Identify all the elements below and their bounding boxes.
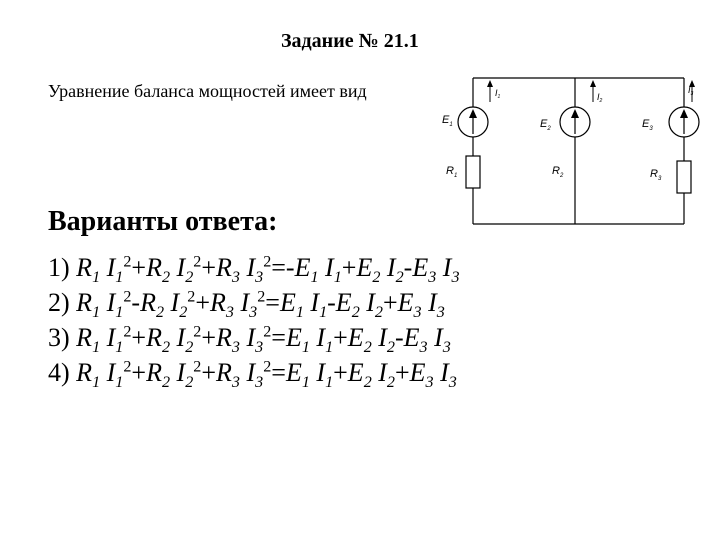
label-e1: E [442, 114, 450, 126]
label-r3: R [650, 168, 658, 180]
svg-text:E1: $E_1$ [442, 114, 453, 128]
answers-header: Варианты ответа: [48, 206, 278, 237]
option-number: 4) [48, 358, 77, 387]
current-arrow-i2 [590, 80, 596, 87]
source-e3 [669, 107, 699, 137]
svg-text:R3: $R_3$ [650, 168, 662, 182]
option-number: 1) [48, 253, 77, 282]
label-r1: R [446, 165, 454, 177]
answer-option-4[interactable] [48, 355, 460, 390]
svg-text:I3: $I_3$ [688, 85, 694, 97]
option-formula: $R_1$ $I_1^2+R_2$ $I_2^2+R_3$ $I_3^2=-E_1$ $I_1+E_2$ $I_2-E_3$ $I_3$ [76, 253, 460, 287]
label-i1: I [495, 88, 498, 98]
current-arrow-i1 [487, 80, 493, 87]
option-number: 2) [48, 288, 77, 317]
label-i2: I [597, 92, 600, 102]
circuit-diagram [430, 70, 710, 230]
intro-text: Уравнение баланса мощностей имеет вид [48, 81, 367, 101]
task-title: Задание № 21.1 [281, 30, 419, 52]
answer-option-3[interactable] [48, 320, 460, 355]
answer-option-1[interactable] [48, 250, 460, 285]
option-formula: $R_1$ $I_1^2-R_2$ $I_2^2+R_3$ $I_3^2=E_1$ $I_1-E_2$ $I_2+E_3$ $I_3$ [76, 288, 445, 322]
svg-text:I1: $I_1$ [495, 88, 501, 100]
label-i3: I [688, 85, 691, 95]
svg-text:I2: $I_2$ [597, 92, 603, 104]
svg-text:R2: $R_2$ [552, 165, 564, 179]
source-e1 [458, 107, 488, 137]
answer-options [48, 250, 460, 390]
option-formula: $R_1$ $I_1^2+R_2$ $I_2^2+R_3$ $I_3^2=E_1$ $I_1+E_2$ $I_2+E_3$ $I_3$ [76, 358, 457, 392]
label-e3: E [642, 118, 650, 130]
resistor-r1 [466, 156, 480, 188]
svg-text:R1: $R_1$ [446, 165, 458, 179]
source-e2 [560, 107, 590, 137]
resistor-r3 [677, 161, 691, 193]
label-e2: E [540, 118, 548, 130]
option-number: 3) [48, 323, 77, 352]
answer-option-2[interactable] [48, 285, 460, 320]
svg-text:E3: $E_3$ [642, 118, 653, 132]
svg-text:E2: $E_2$ [540, 118, 551, 132]
option-formula: $R_1$ $I_1^2+R_2$ $I_2^2+R_3$ $I_3^2=E_1$ $I_1+E_2$ $I_2-E_3$ $I_3$ [76, 323, 451, 357]
label-r2: R [552, 165, 560, 177]
